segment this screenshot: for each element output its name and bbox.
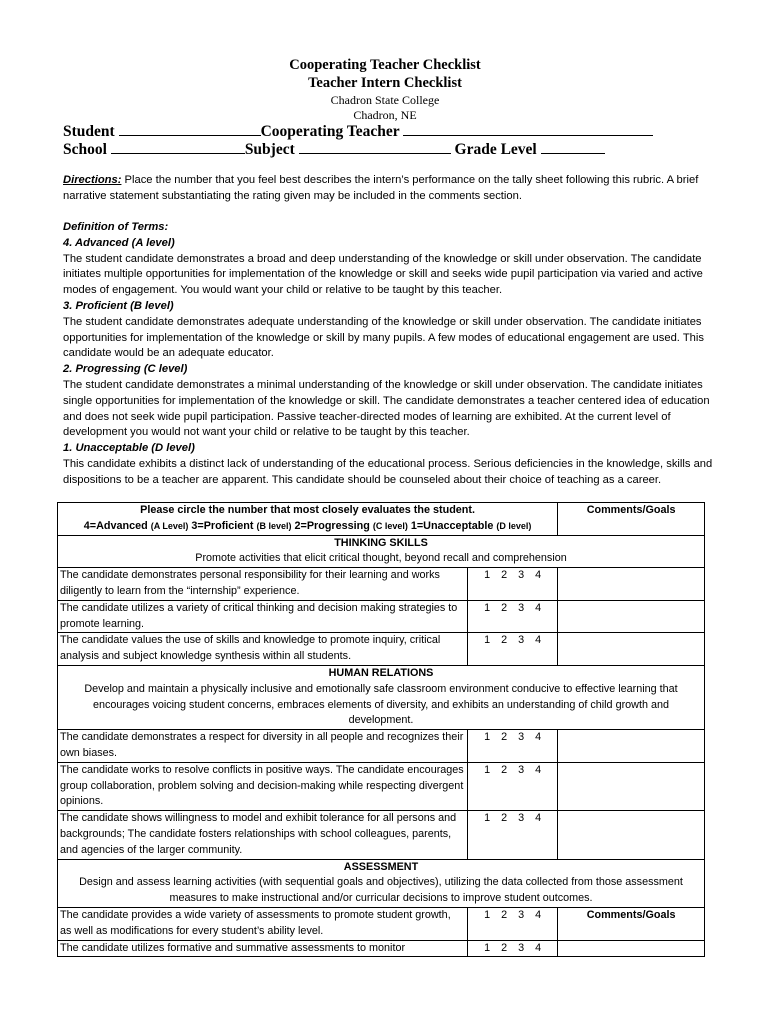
section-human-relations bbox=[58, 665, 705, 729]
section-description: Promote activities that elicit critical thought, beyond recall and comprehension bbox=[195, 552, 567, 565]
scale-proficient: 3=Proficient bbox=[191, 519, 254, 532]
grade-level-input[interactable] bbox=[541, 141, 605, 154]
school-input[interactable] bbox=[111, 141, 245, 154]
comments-cell[interactable] bbox=[558, 762, 705, 810]
directions-label: Directions: bbox=[63, 174, 122, 186]
form-subtitle: Teacher Intern Checklist bbox=[308, 75, 462, 91]
college-location: Chadron, NE bbox=[353, 108, 417, 122]
section-description: Design and assess learning activities (with sequential goals and objectives), utilizing the data collected from those assessment measures to make instructional and/or curricular decisions to improve student outcomes. bbox=[79, 876, 683, 905]
comments-cell[interactable] bbox=[558, 568, 705, 601]
definitions bbox=[63, 220, 713, 489]
rating-scale[interactable]: 1 2 3 4 bbox=[468, 907, 558, 940]
term-unacceptable-text: This candidate exhibits a distinct lack of understanding of the educational process. Serious deficiencies in the knowledge, skills and dispositions to be a teacher are apparent. This candidate should be counseled about their choice of teaching as a career. bbox=[63, 457, 713, 486]
section-thinking-skills bbox=[58, 535, 705, 568]
college-name: Chadron State College bbox=[330, 93, 440, 107]
student-input[interactable] bbox=[119, 123, 261, 136]
directions-text: Place the number that you feel best describes the intern’s performance on the tally sheet following this rubric. A brief narrative statement substantiating the rating given may be included in the comments section. bbox=[63, 174, 699, 202]
table-row bbox=[58, 762, 705, 810]
cooperating-teacher-input[interactable] bbox=[403, 123, 653, 136]
scale-progressing-tag: (C level) bbox=[372, 520, 408, 531]
rubric-header-row bbox=[58, 503, 705, 536]
definitions-heading: Definition of Terms: bbox=[63, 221, 169, 233]
scale-unacceptable: 1=Unacceptable bbox=[410, 519, 494, 532]
item-description: The candidate shows willingness to model and exhibit tolerance for all persons and backgrounds; The candidate fosters relationships with school colleagues, parents, and agencies of the larger community. bbox=[58, 811, 468, 859]
rating-scale[interactable]: 1 2 3 4 bbox=[468, 940, 558, 957]
school-label: School bbox=[63, 141, 107, 158]
rating-scale[interactable]: 1 2 3 4 bbox=[468, 811, 558, 859]
item-description: The candidate provides a wide variety of assessments to promote student growth, as well as modifications for every student’s ability level. bbox=[58, 907, 468, 940]
comments-header: Comments/Goals bbox=[558, 503, 705, 536]
table-row bbox=[58, 940, 705, 957]
term-proficient-label: 3. Proficient (B level) bbox=[63, 299, 174, 312]
section-description: Develop and maintain a physically inclusive and emotionally safe classroom environment conducive to effective learning that encourages voicing student concerns, embraces elements of diversity, and exhibits an understanding of child growth and development. bbox=[84, 682, 678, 727]
comments-cell[interactable] bbox=[558, 600, 705, 633]
scale-advanced: 4=Advanced bbox=[83, 519, 148, 532]
table-row bbox=[58, 730, 705, 763]
section-row bbox=[58, 665, 705, 729]
table-row bbox=[58, 811, 705, 859]
form-title: Cooperating Teacher Checklist bbox=[289, 57, 481, 73]
rating-scale[interactable]: 1 2 3 4 bbox=[468, 762, 558, 810]
item-description: The candidate demonstrates personal responsibility for their learning and works diligently to learn from the “internship” experience. bbox=[58, 568, 468, 601]
info-line-1 bbox=[63, 123, 653, 141]
rubric-instruction-text: Please circle the number that most closely evaluates the student. bbox=[140, 504, 475, 516]
item-description: The candidate values the use of skills and knowledge to promote inquiry, critical analysis and subject knowledge synthesis within all students. bbox=[58, 633, 468, 666]
term-proficient-text: The student candidate demonstrates adequate understanding of the knowledge or skill under observation. The candidate initiates opportunities for implementation of the knowledge or skill by many pupils. A few modes of educational engagement are used. This candidate would be an adequate educator. bbox=[63, 315, 704, 360]
comments-header-repeat: Comments/Goals bbox=[558, 907, 705, 940]
cooperating-teacher-label: Cooperating Teacher bbox=[260, 123, 400, 140]
term-advanced-text: The student candidate demonstrates a broad and deep understanding of the knowledge or skill under observation. The candidate initiates multiple opportunities for implementation of the knowledge or skill and seeks wide pupil participation via varied and active modes of engagement. You would want your child or relative to be taught by this teacher. bbox=[63, 252, 703, 297]
comments-cell[interactable] bbox=[558, 811, 705, 859]
rating-scale[interactable]: 1 2 3 4 bbox=[468, 568, 558, 601]
rating-scale[interactable]: 1 2 3 4 bbox=[468, 600, 558, 633]
table-row bbox=[58, 568, 705, 601]
section-row bbox=[58, 859, 705, 907]
item-description: The candidate demonstrates a respect for diversity in all people and recognizes their own biases. bbox=[58, 730, 468, 763]
info-line-2 bbox=[63, 141, 605, 159]
item-description: The candidate works to resolve conflicts in positive ways. The candidate encourages group collaboration, problem solving and decision-making while respecting divergent opinions. bbox=[58, 762, 468, 810]
term-progressing-text: The student candidate demonstrates a minimal understanding of the knowledge or skill under observation. The candidate initiates single opportunities for implementation of the knowledge or skill. The candidate demonstrates a teacher centered idea of education and does not seek wide pupil participation. Passive teacher-directed modes of learning are exhibited. At the current level of development you would not want your child or relative to be taught by this teacher. bbox=[63, 378, 710, 439]
scale-proficient-tag: (B level) bbox=[256, 520, 292, 531]
rating-scale[interactable]: 1 2 3 4 bbox=[468, 633, 558, 666]
scale-progressing: 2=Progressing bbox=[294, 519, 370, 532]
table-row bbox=[58, 907, 705, 940]
scale-unacceptable-tag: (D level) bbox=[496, 520, 532, 531]
section-title: THINKING SKILLS bbox=[334, 536, 428, 549]
directions bbox=[63, 173, 713, 205]
term-advanced-label: 4. Advanced (A level) bbox=[63, 236, 175, 249]
comments-cell[interactable] bbox=[558, 633, 705, 666]
grade-level-label: Grade Level bbox=[454, 141, 537, 158]
subject-label: Subject bbox=[244, 141, 295, 158]
scale-advanced-tag: (A Level) bbox=[150, 520, 189, 531]
term-unacceptable-label: 1. Unacceptable (D level) bbox=[63, 442, 195, 455]
section-title: ASSESSMENT bbox=[343, 860, 419, 873]
term-progressing-label: 2. Progressing (C level) bbox=[63, 363, 188, 376]
section-assessment bbox=[58, 859, 705, 907]
section-row bbox=[58, 535, 705, 568]
subject-input[interactable] bbox=[299, 141, 451, 154]
comments-cell[interactable] bbox=[558, 730, 705, 763]
rating-scale[interactable]: 1 2 3 4 bbox=[468, 730, 558, 763]
section-title: HUMAN RELATIONS bbox=[328, 666, 434, 679]
rubric-instructions bbox=[58, 503, 558, 536]
table-row bbox=[58, 633, 705, 666]
rubric-table bbox=[57, 502, 705, 957]
comments-cell[interactable] bbox=[558, 940, 705, 957]
item-description: The candidate utilizes formative and summative assessments to monitor bbox=[58, 940, 468, 957]
table-row bbox=[58, 600, 705, 633]
student-label: Student bbox=[63, 123, 115, 140]
rubric-scale-legend bbox=[60, 519, 555, 535]
item-description: The candidate utilizes a variety of critical thinking and decision making strategies to promote learning. bbox=[58, 600, 468, 633]
